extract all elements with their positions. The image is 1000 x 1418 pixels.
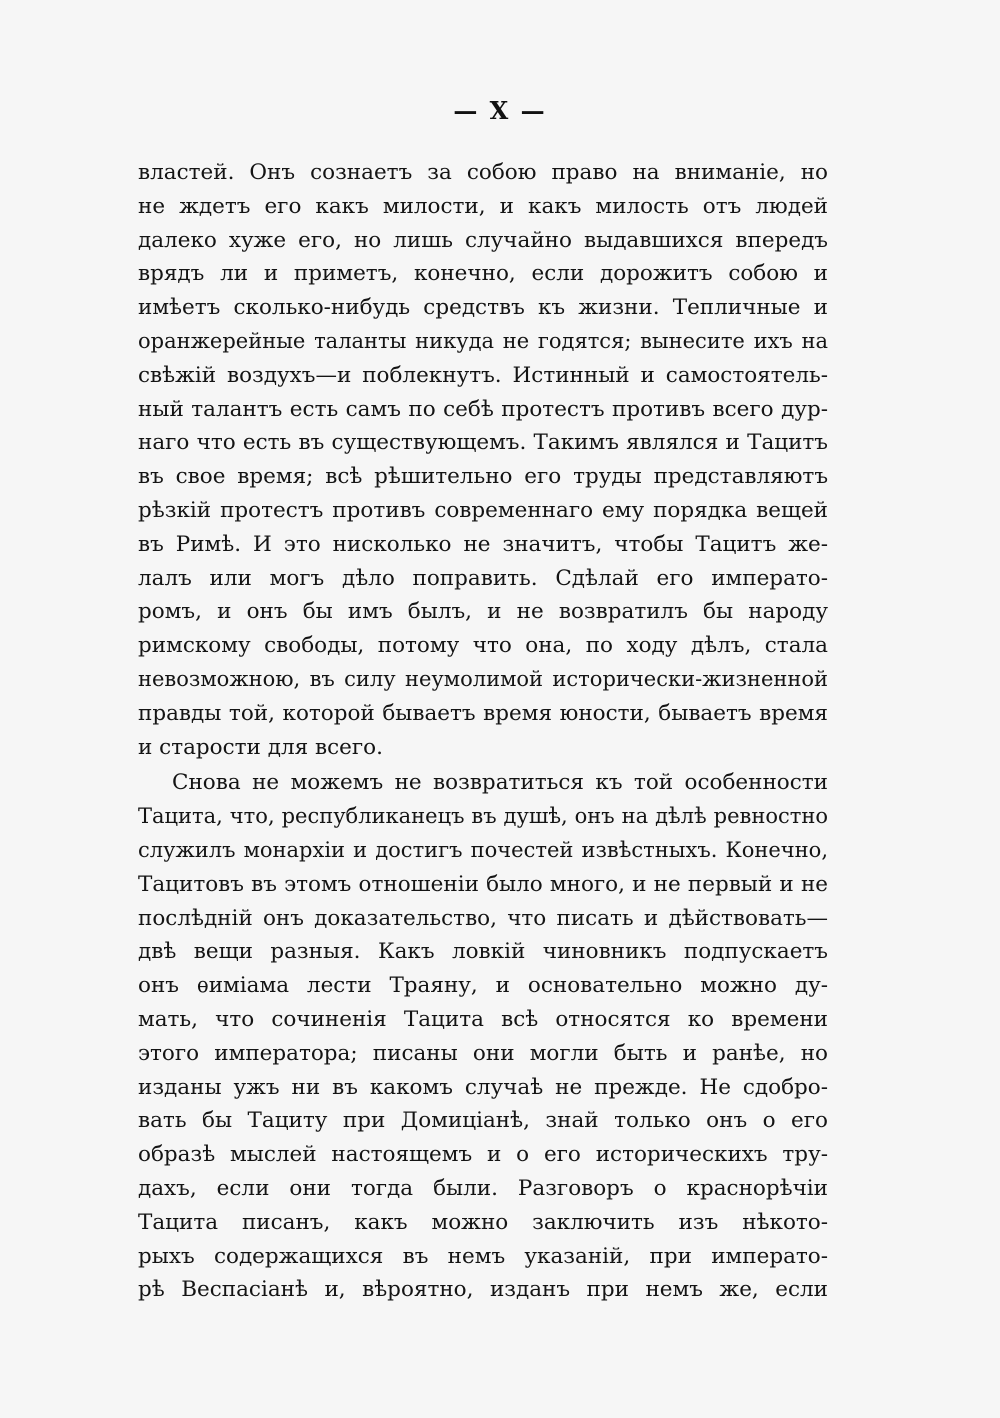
text-line: двѣ вещи разныя. Какъ ловкій чиновникъ подпускаетъ [138, 939, 828, 965]
text-line: дахъ, если они тогда были. Разговоръ о краснорѣчіи [138, 1175, 828, 1201]
text-line: Тацита писанъ, какъ можно заключить изъ нѣкото- [138, 1209, 828, 1235]
text-line: властей. Онъ сознаетъ за собою право на вниманіе, но [138, 160, 828, 185]
text-line: въ Римѣ. И это нисколько не значитъ, чтобы Тацитъ же- [138, 531, 828, 557]
text-line: онъ ѳиміама лести Траяну, и основательно можно ду- [138, 973, 828, 999]
text-line: рыхъ содержащихся въ немъ указаній, при императо- [138, 1243, 828, 1269]
text-line: далеко хуже его, но лишь случайно выдавшихся впередъ [138, 227, 828, 253]
text-line: Тацита, что, республиканецъ въ душѣ, онъ на дѣлѣ ревностно [138, 804, 828, 829]
text-line: невозможною, въ силу неумолимой исторически-жизненной [138, 666, 828, 691]
text-line: изданы ужъ ни въ какомъ случаѣ не прежде. Не сдобро- [138, 1074, 828, 1100]
text-line: вать бы Тациту при Домиціанѣ, знай только онъ о его [138, 1108, 828, 1134]
text-line: ромъ, и онъ бы имъ былъ, и не возвратилъ бы народу [138, 599, 828, 625]
text-line: рѣзкій протестъ противъ современнаго ему порядка вещей [138, 497, 828, 523]
text-line: и старости для всего. [138, 734, 383, 760]
text-line: римскому свободы, потому что она, по ходу дѣлъ, стала [138, 633, 828, 659]
text-line: имѣетъ сколько-нибудь средствъ къ жизни. Тепличные и [138, 295, 828, 321]
text-line: не ждетъ его какъ милости, и какъ милость отъ людей [138, 193, 828, 219]
text-line: Снова не можемъ не возвратиться къ той особенности [172, 770, 828, 796]
body-text [138, 156, 828, 1307]
page-number: — X — [453, 96, 547, 125]
text-line: свѣжій воздухъ—и поблекнутъ. Истинный и самостоятель- [138, 362, 828, 388]
text-line: служилъ монархіи и достигъ почестей извѣстныхъ. Конечно, [138, 837, 828, 862]
text-line: послѣдній онъ доказательство, что писать и дѣйствовать— [138, 905, 828, 931]
text-line: правды той, которой бываетъ время юности, бываетъ время [138, 700, 828, 726]
text-line: лалъ или могъ дѣло поправить. Сдѣлай его императо- [138, 565, 828, 591]
text-line: образѣ мыслей настоящемъ и о его историческихъ тру- [138, 1142, 828, 1168]
text-line: этого императора; писаны они могли быть и ранѣе, но [138, 1040, 828, 1066]
text-line: врядъ ли и приметъ, конечно, если дорожитъ собою и [138, 261, 828, 287]
paragraph-2 [138, 766, 828, 1307]
text-line: мать, что сочиненія Тацита всѣ относятся ко времени [138, 1006, 828, 1032]
paragraph-1 [138, 156, 828, 764]
text-line: ный талантъ есть самъ по себѣ протестъ противъ всего дур- [138, 396, 828, 422]
text-line: въ свое время; всѣ рѣшительно его труды представляютъ [138, 464, 828, 490]
text-line: Тацитовъ въ этомъ отношеніи было много, и не первый и не [138, 871, 828, 897]
text-line: оранжерейные таланты никуда не годятся; вынесите ихъ на [138, 328, 828, 353]
text-line: наго что есть въ существующемъ. Такимъ являлся и Тацитъ [138, 430, 828, 456]
text-line: рѣ Веспасіанѣ и, вѣроятно, изданъ при немъ же, если [138, 1277, 828, 1303]
